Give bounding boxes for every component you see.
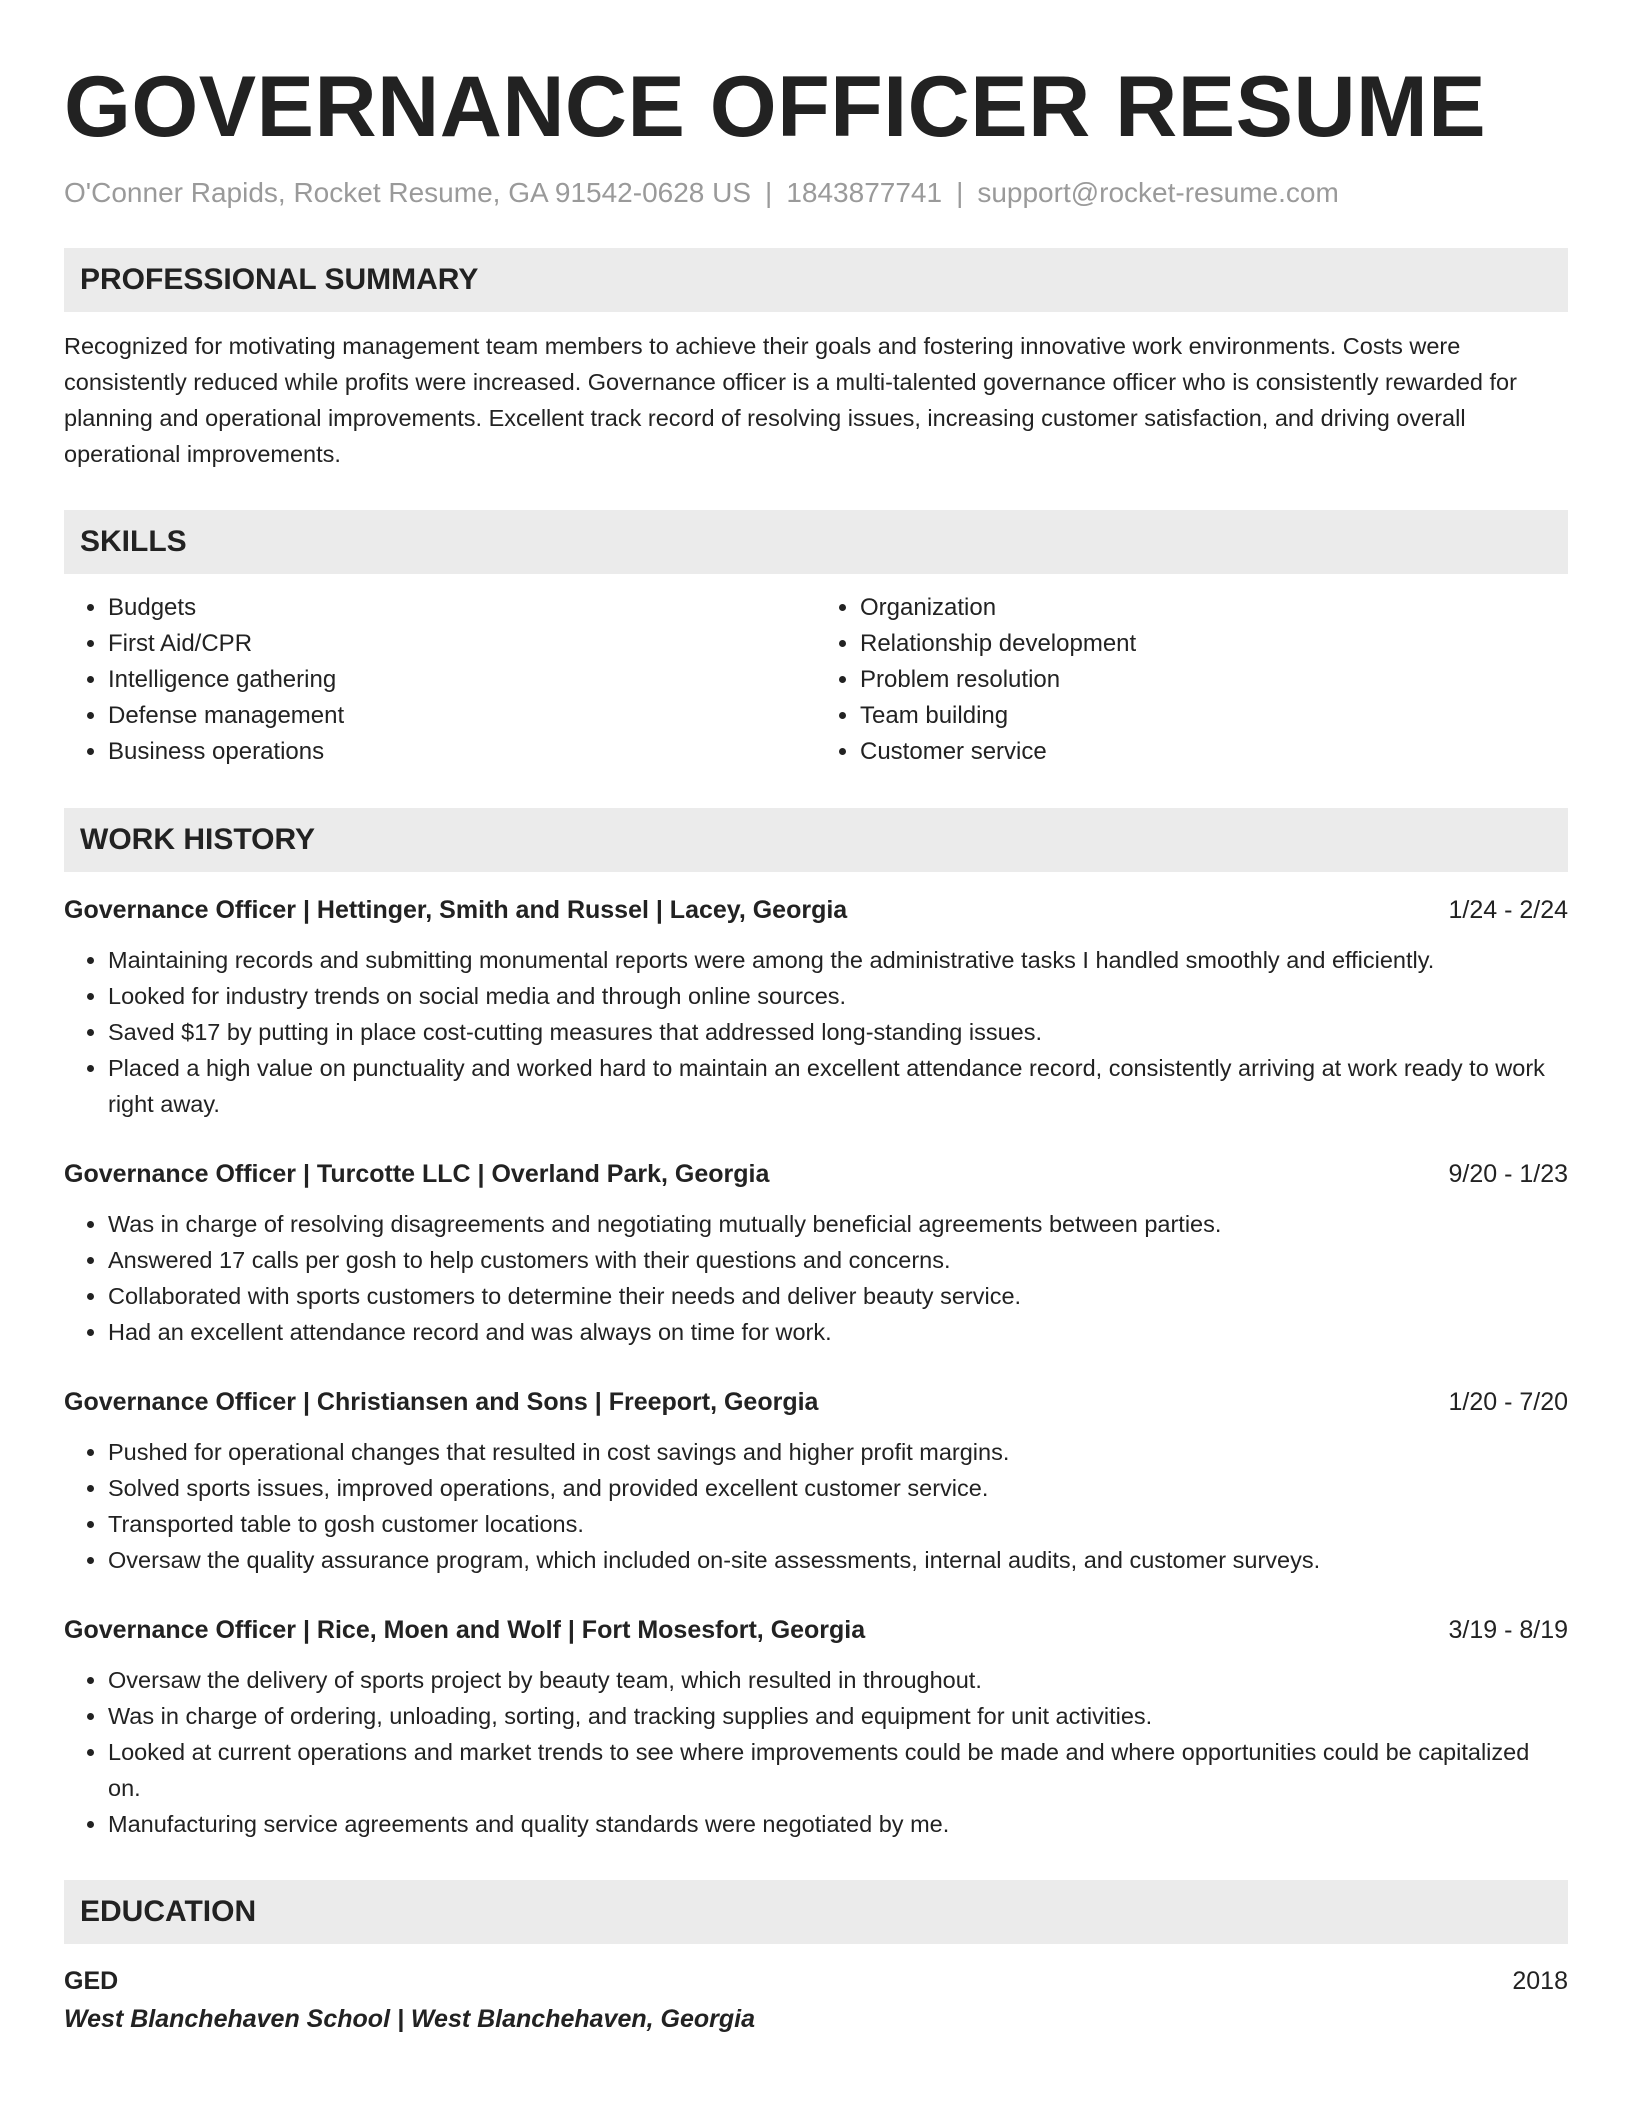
job-entry <box>64 1156 1568 1350</box>
job-bullets <box>64 942 1568 1122</box>
job-header <box>64 1156 1568 1192</box>
job-dates: 1/20 - 7/20 <box>1448 1387 1568 1416</box>
education-school: West Blanchehaven School | West Blanchehaven, Georgia <box>64 2004 755 2033</box>
section-heading-skills: SKILLS <box>64 510 1568 574</box>
education-entry <box>64 1962 1568 2000</box>
job-bullets <box>64 1662 1568 1842</box>
job-title: Governance Officer | Hettinger, Smith and Russel | Lacey, Georgia <box>64 895 848 924</box>
contact-email: support@rocket-resume.com <box>977 177 1339 208</box>
job-bullet: • Maintaining records and submitting monumental reports were among the administrative tasks I handled smoothly and efficiently. <box>108 942 1568 978</box>
job-title: Governance Officer | Turcotte LLC | Overland Park, Georgia <box>64 1159 770 1188</box>
job-bullet: • Pushed for operational changes that resulted in cost savings and higher profit margins. <box>108 1434 1568 1470</box>
job-bullets <box>64 1434 1568 1578</box>
job-header <box>64 892 1568 928</box>
skills-column-left <box>64 590 816 770</box>
job-bullet: • Was in charge of ordering, unloading, sorting, and tracking supplies and equipment for unit activities. <box>108 1698 1568 1734</box>
skill-item: • Problem resolution <box>860 662 1568 698</box>
skills-list <box>64 590 1568 770</box>
skill-item: • First Aid/CPR <box>108 626 816 662</box>
job-dates: 9/20 - 1/23 <box>1448 1159 1568 1188</box>
section-heading-education: EDUCATION <box>64 1880 1568 1944</box>
job-bullet: • Transported table to gosh customer locations. <box>108 1506 1568 1542</box>
contact-address: O'Conner Rapids, Rocket Resume, GA 91542-0628 US <box>64 177 752 208</box>
job-title: Governance Officer | Rice, Moen and Wolf | Fort Mosesfort, Georgia <box>64 1615 866 1644</box>
job-bullet: • Manufacturing service agreements and quality standards were negotiated by me. <box>108 1806 1568 1842</box>
contact-separator: | <box>956 177 964 208</box>
job-title: Governance Officer | Christiansen and Sons | Freeport, Georgia <box>64 1387 819 1416</box>
job-bullet: • Solved sports issues, improved operations, and provided excellent customer service. <box>108 1470 1568 1506</box>
job-bullet: • Placed a high value on punctuality and worked hard to maintain an excellent attendance record, consistently arriving at work ready to work right away. <box>108 1050 1568 1122</box>
summary-text: Recognized for motivating management team members to achieve their goals and fostering innovative work environments. Costs were consistently reduced while profits were increased. Governance officer is a multi-talented governance officer who is consistently rewarded for planning and operational improvements. Excellent track record of resolving issues, increasing customer satisfaction, and driving overall operational improvements. <box>64 332 1517 467</box>
job-bullets <box>64 1206 1568 1350</box>
job-dates: 3/19 - 8/19 <box>1448 1615 1568 1644</box>
job-bullet: • Answered 17 calls per gosh to help customers with their questions and concerns. <box>108 1242 1568 1278</box>
skill-item: • Defense management <box>108 698 816 734</box>
job-bullet: • Looked for industry trends on social media and through online sources. <box>108 978 1568 1014</box>
job-bullet: • Looked at current operations and market trends to see where improvements could be made and where opportunities could be capitalized on. <box>108 1734 1568 1806</box>
skill-item: • Business operations <box>108 734 816 770</box>
skill-item: • Intelligence gathering <box>108 662 816 698</box>
education-year: 2018 <box>1512 1966 1568 1995</box>
skill-item: • Relationship development <box>860 626 1568 662</box>
job-entry <box>64 892 1568 1122</box>
job-bullet: • Collaborated with sports customers to determine their needs and deliver beauty service. <box>108 1278 1568 1314</box>
skills-column-right <box>816 590 1568 770</box>
skill-item: • Organization <box>860 590 1568 626</box>
job-bullet: • Oversaw the delivery of sports project by beauty team, which resulted in throughout. <box>108 1662 1568 1698</box>
contact-line <box>64 176 1568 210</box>
skill-item: • Budgets <box>108 590 816 626</box>
job-header <box>64 1384 1568 1420</box>
job-bullet: • Had an excellent attendance record and was always on time for work. <box>108 1314 1568 1350</box>
job-bullet: • Saved $17 by putting in place cost-cutting measures that addressed long-standing issues. <box>108 1014 1568 1050</box>
education-degree: GED <box>64 1966 119 1995</box>
skill-item: • Customer service <box>860 734 1568 770</box>
job-entry <box>64 1384 1568 1578</box>
contact-separator: | <box>765 177 773 208</box>
job-bullet: • Was in charge of resolving disagreements and negotiating mutually beneficial agreements between parties. <box>108 1206 1568 1242</box>
job-bullet: • Oversaw the quality assurance program, which included on-site assessments, internal audits, and customer surveys. <box>108 1542 1568 1578</box>
section-heading-work: WORK HISTORY <box>64 808 1568 872</box>
job-header <box>64 1612 1568 1648</box>
job-dates: 1/24 - 2/24 <box>1448 895 1568 924</box>
skill-item: • Team building <box>860 698 1568 734</box>
resume-title: GOVERNANCE OFFICER RESUME <box>64 59 1487 155</box>
job-entry <box>64 1612 1568 1842</box>
contact-phone: 1843877741 <box>786 177 943 208</box>
section-heading-summary: PROFESSIONAL SUMMARY <box>64 248 1568 312</box>
